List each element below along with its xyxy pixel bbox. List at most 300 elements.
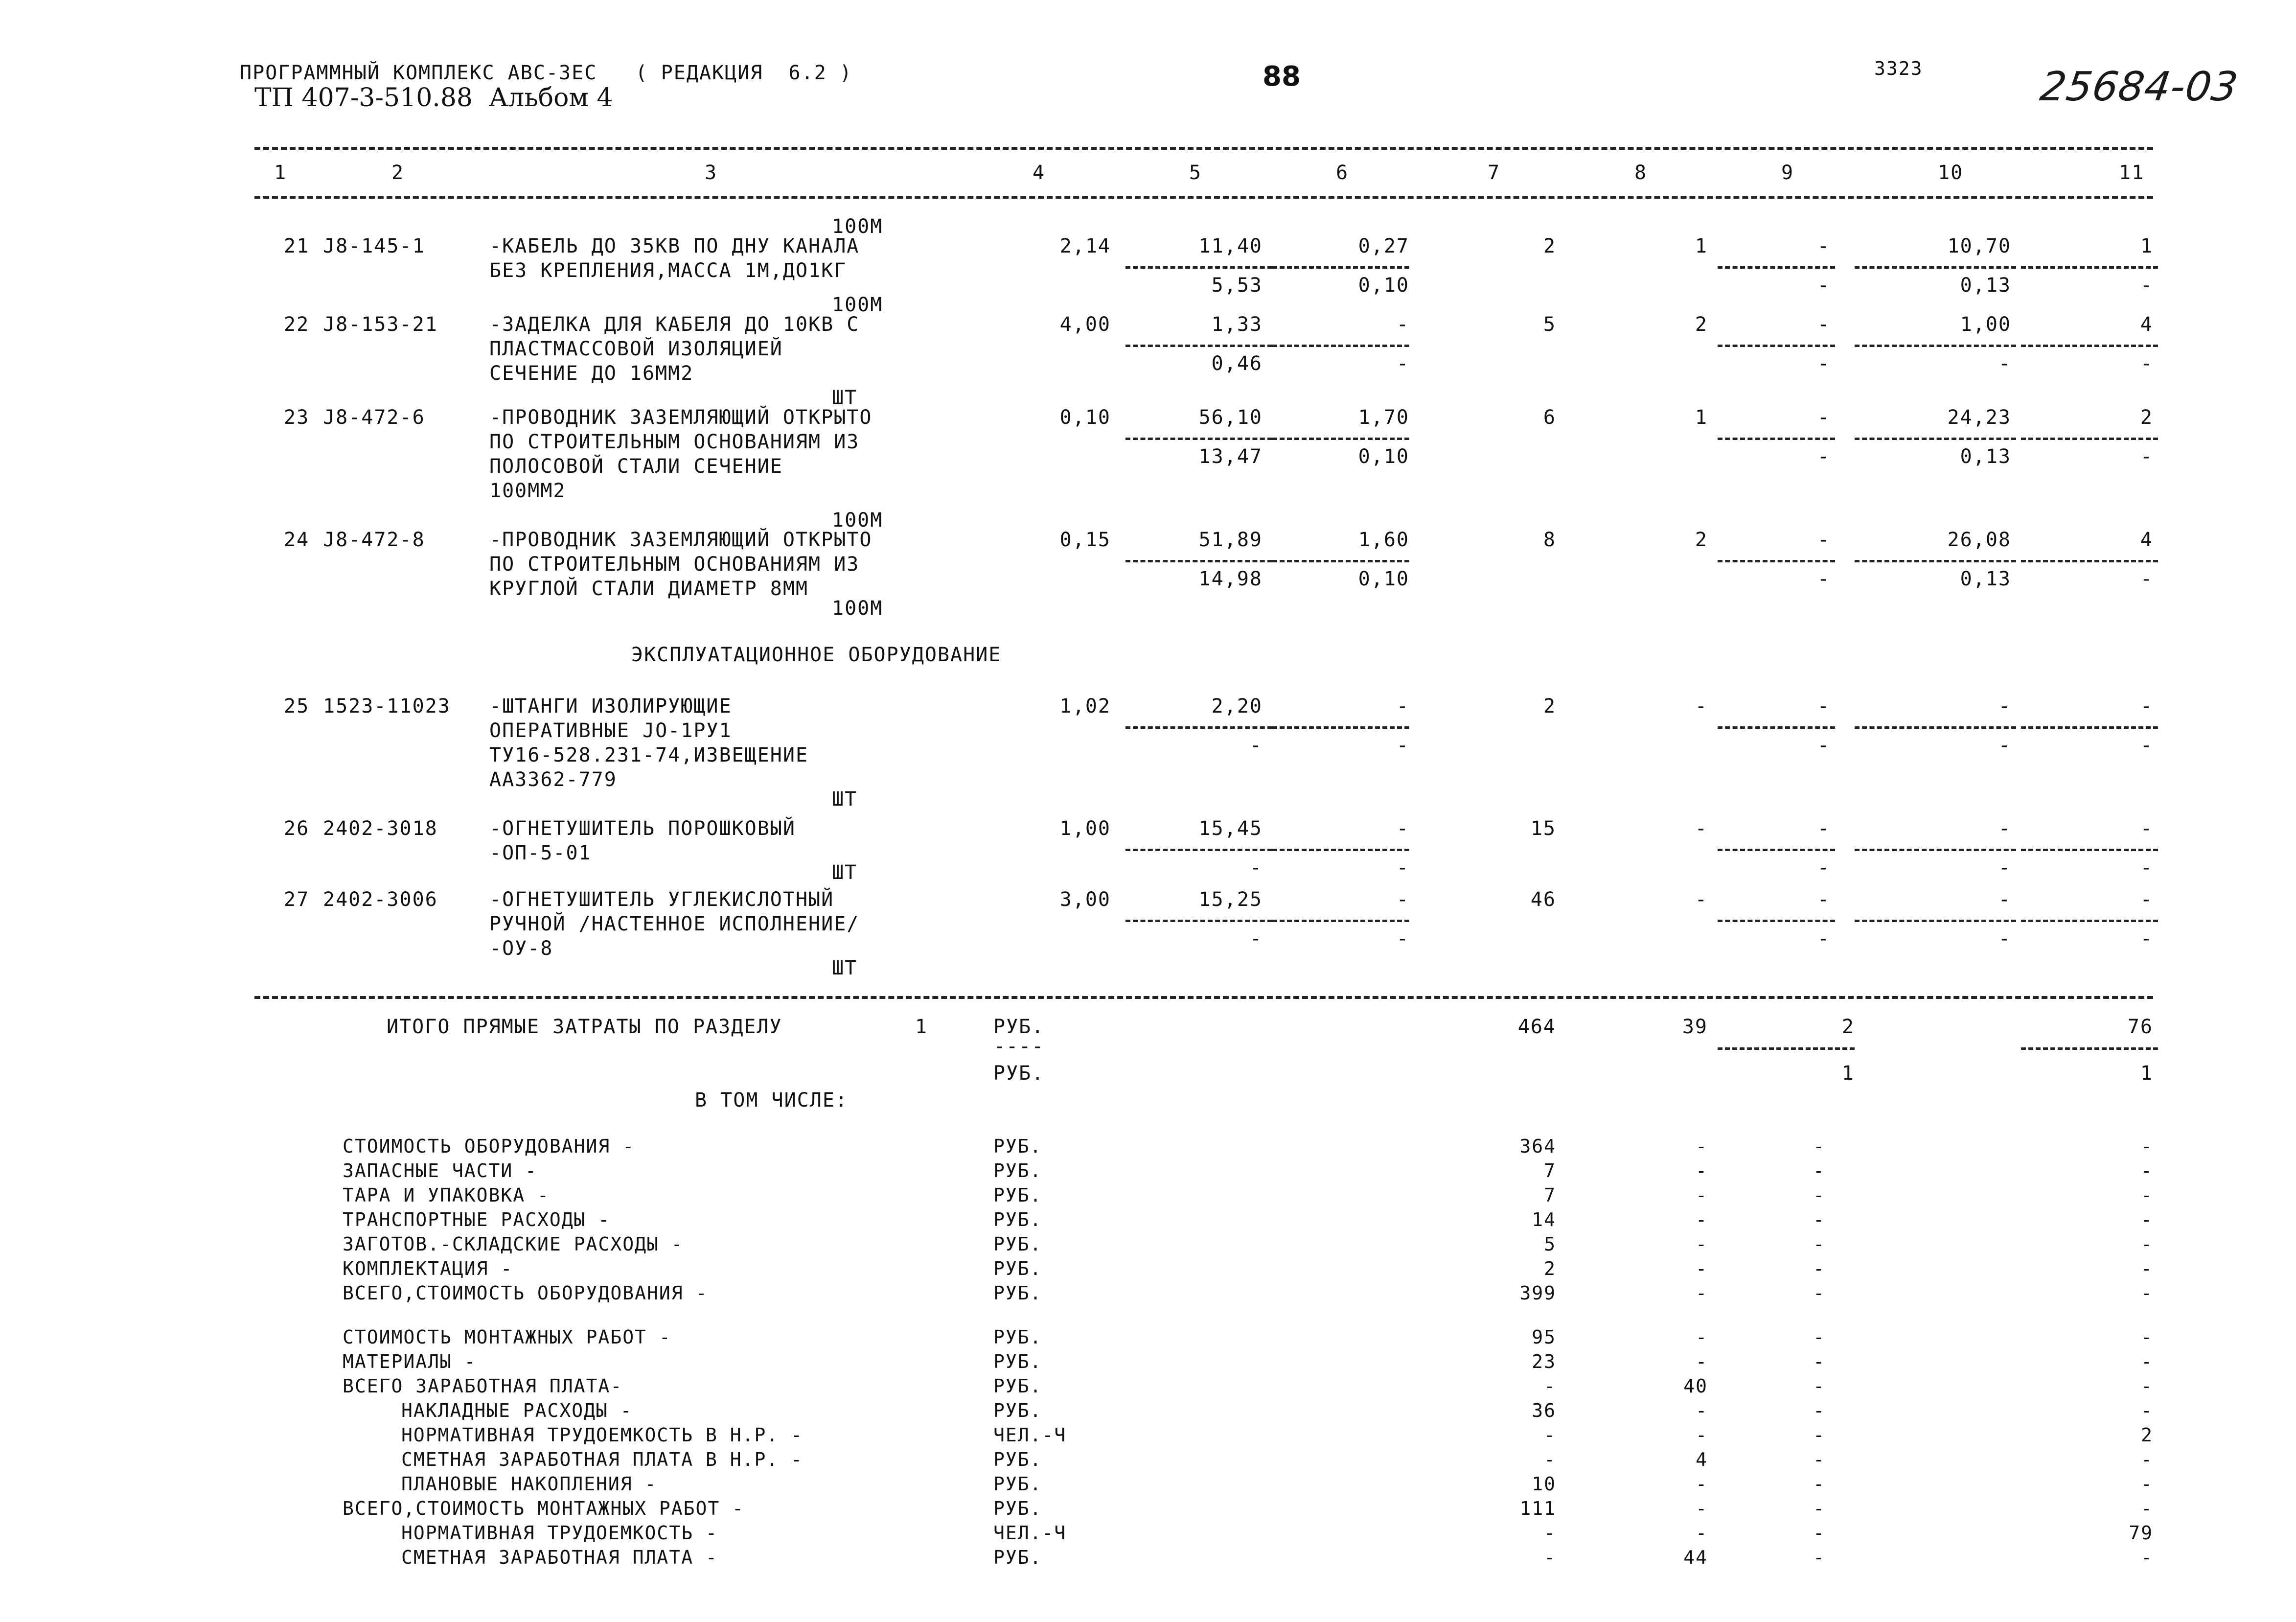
summary-col11: - bbox=[2141, 1351, 2153, 1372]
total-extra: 2 bbox=[1695, 313, 1708, 336]
description-line: -ОП-5-01 bbox=[489, 842, 592, 864]
row-number: 23 bbox=[284, 406, 310, 429]
cell-divider bbox=[2021, 266, 2158, 269]
sheet-code: 3323 bbox=[1874, 58, 1923, 79]
cell-divider bbox=[1718, 849, 1835, 851]
cell-divider bbox=[1125, 345, 1272, 347]
quantity: 3,00 bbox=[1059, 888, 1111, 911]
summary-col7: - bbox=[1544, 1375, 1556, 1397]
cell-divider bbox=[1125, 438, 1272, 440]
summary-label: СМЕТНАЯ ЗАРАБОТНАЯ ПЛАТА В Н.Р. - bbox=[401, 1449, 803, 1470]
column-number-1: 1 bbox=[274, 162, 287, 184]
total-cost: 464 bbox=[1517, 1016, 1556, 1038]
summary-col7: - bbox=[1544, 1449, 1556, 1470]
cell-divider bbox=[1272, 266, 1409, 269]
cell-divider bbox=[1855, 345, 2016, 347]
unit-cost: 11,40 bbox=[1198, 235, 1263, 257]
page-number: 88 bbox=[1263, 61, 1301, 93]
unit-cost-extra: - bbox=[1396, 313, 1409, 336]
total-col9: 2 bbox=[1841, 1016, 1855, 1038]
summary-col11: 79 bbox=[2129, 1522, 2153, 1544]
summary-col7: - bbox=[1544, 1547, 1556, 1568]
col10-value-lower: 0,13 bbox=[1960, 568, 2011, 590]
summary-col7: 364 bbox=[1519, 1135, 1556, 1157]
summary-col9: - bbox=[1813, 1209, 1825, 1230]
summary-col11: - bbox=[2141, 1184, 2153, 1206]
summary-col7: 36 bbox=[1532, 1400, 1556, 1421]
summary-col9: - bbox=[1813, 1473, 1825, 1495]
description-line: АА3362-779 bbox=[489, 768, 617, 791]
col9-value-lower: - bbox=[1817, 734, 1830, 757]
cell-divider bbox=[1125, 560, 1272, 562]
col11-value-lower: - bbox=[2140, 274, 2153, 297]
price-code: 2402-3006 bbox=[323, 888, 438, 911]
col10-value-lower: - bbox=[1998, 352, 2011, 375]
summary-col7: 399 bbox=[1519, 1282, 1556, 1304]
summary-col7: - bbox=[1544, 1522, 1556, 1544]
col9-value: - bbox=[1817, 235, 1830, 257]
col9-value: - bbox=[1817, 406, 1830, 429]
description-line: -ОГНЕТУШИТЕЛЬ ПОРОШКОВЫЙ bbox=[489, 817, 796, 840]
summary-label: НАКЛАДНЫЕ РАСХОДЫ - bbox=[401, 1400, 633, 1421]
summary-unit: РУБ. bbox=[993, 1135, 1042, 1157]
col11-value-lower: - bbox=[2140, 352, 2153, 375]
col10-value: 10,70 bbox=[1947, 235, 2011, 257]
unit-label: ШТ bbox=[832, 387, 858, 409]
cell-divider bbox=[1855, 560, 2016, 562]
summary-col11: - bbox=[2141, 1400, 2153, 1421]
col11-value: - bbox=[2140, 695, 2153, 718]
summary-unit: РУБ. bbox=[993, 1326, 1042, 1348]
summary-col11: - bbox=[2141, 1160, 2153, 1182]
description-line: -ПРОВОДНИК ЗАЗЕМЛЯЮЩИЙ ОТКРЫТО bbox=[489, 406, 872, 429]
col11-value: - bbox=[2140, 888, 2153, 911]
header-bottom-rule bbox=[254, 196, 2153, 199]
summary-col11: - bbox=[2141, 1326, 2153, 1348]
album-title: ТП 407-3-510.88 Альбом 4 bbox=[254, 83, 613, 113]
description-line: КРУГЛОЙ СТАЛИ ДИАМЕТР 8ММ bbox=[489, 578, 809, 600]
summary-unit: РУБ. bbox=[993, 1449, 1042, 1470]
total-cost: 2 bbox=[1543, 235, 1556, 257]
total-extra: - bbox=[1695, 888, 1708, 911]
row-number: 24 bbox=[284, 529, 310, 551]
cell-divider bbox=[1718, 266, 1835, 269]
description-line: -ШТАНГИ ИЗОЛИРУЮЩИЕ bbox=[489, 695, 732, 718]
col11-value-lower: - bbox=[2140, 927, 2153, 950]
unit-wage: - bbox=[1249, 927, 1263, 950]
column-number-7: 7 bbox=[1488, 162, 1501, 184]
summary-label: ВСЕГО ЗАРАБОТНАЯ ПЛАТА- bbox=[343, 1375, 623, 1397]
unit-cost-extra: 1,70 bbox=[1358, 406, 1409, 429]
summary-unit: РУБ. bbox=[993, 1351, 1042, 1372]
summary-col11: - bbox=[2141, 1209, 2153, 1230]
total-cost: 6 bbox=[1543, 406, 1556, 429]
total-cost: 2 bbox=[1543, 695, 1556, 718]
total-unit-divider: ---- bbox=[993, 1035, 1045, 1058]
row-number: 22 bbox=[284, 313, 310, 336]
total-extra: - bbox=[1695, 695, 1708, 718]
summary-label: ТРАНСПОРТНЫЕ РАСХОДЫ - bbox=[343, 1209, 611, 1230]
summary-unit: РУБ. bbox=[993, 1498, 1042, 1519]
summary-col8: - bbox=[1696, 1282, 1708, 1304]
cell-divider bbox=[1855, 920, 2016, 922]
col11-value: - bbox=[2140, 817, 2153, 840]
summary-col7: 111 bbox=[1519, 1498, 1556, 1519]
summary-col9: - bbox=[1813, 1375, 1825, 1397]
col10-value-lower: - bbox=[1998, 857, 2011, 879]
col9-value-lower: - bbox=[1817, 445, 1830, 468]
unit-cost-extra: 1,60 bbox=[1358, 529, 1409, 551]
unit-cost: 15,45 bbox=[1198, 817, 1263, 840]
unit-label: 100М bbox=[832, 597, 883, 620]
unit-wage: - bbox=[1249, 857, 1263, 879]
unit-wage-extra: - bbox=[1396, 857, 1409, 879]
summary-col7: 95 bbox=[1532, 1326, 1556, 1348]
summary-label: НОРМАТИВНАЯ ТРУДОЕМКОСТЬ В Н.Р. - bbox=[401, 1424, 803, 1446]
summary-col9: - bbox=[1813, 1184, 1825, 1206]
summary-col9: - bbox=[1813, 1258, 1825, 1279]
summary-unit: РУБ. bbox=[993, 1400, 1042, 1421]
summary-unit: ЧЕЛ.-Ч bbox=[993, 1522, 1067, 1544]
description-line: ПОЛОСОВОЙ СТАЛИ СЕЧЕНИЕ bbox=[489, 455, 783, 478]
unit-wage-extra: 0,10 bbox=[1358, 274, 1409, 297]
quantity: 1,00 bbox=[1059, 817, 1111, 840]
total-extra: 39 bbox=[1682, 1016, 1708, 1038]
row-number: 26 bbox=[284, 817, 310, 840]
col11-value: 4 bbox=[2140, 529, 2153, 551]
summary-label: НОРМАТИВНАЯ ТРУДОЕМКОСТЬ - bbox=[401, 1522, 718, 1544]
summary-col11: - bbox=[2141, 1547, 2153, 1568]
cell-divider bbox=[2021, 438, 2158, 440]
col9-value-lower: - bbox=[1817, 857, 1830, 879]
unit-cost: 15,25 bbox=[1198, 888, 1263, 911]
cell-divider bbox=[1125, 726, 1272, 729]
col10-value-lower: - bbox=[1998, 734, 2011, 757]
column-number-8: 8 bbox=[1634, 162, 1648, 184]
summary-col8: - bbox=[1696, 1473, 1708, 1495]
summary-col7: - bbox=[1544, 1424, 1556, 1446]
summary-col7: 7 bbox=[1544, 1184, 1556, 1206]
summary-col9: - bbox=[1813, 1233, 1825, 1255]
price-code: Ј8-472-6 bbox=[323, 406, 425, 429]
cell-divider bbox=[1272, 920, 1409, 922]
summary-col11: - bbox=[2141, 1473, 2153, 1495]
column-number-4: 4 bbox=[1033, 162, 1046, 184]
summary-unit: РУБ. bbox=[993, 1184, 1042, 1206]
unit-wage: 0,46 bbox=[1211, 352, 1263, 375]
summary-col8: - bbox=[1696, 1160, 1708, 1182]
description-line: РУЧНОЙ /НАСТЕННОЕ ИСПОЛНЕНИЕ/ bbox=[489, 913, 860, 935]
summary-col9: - bbox=[1813, 1160, 1825, 1182]
unit-cost: 56,10 bbox=[1198, 406, 1263, 429]
price-code: Ј8-153-21 bbox=[323, 313, 438, 336]
total-unit: РУБ. bbox=[993, 1062, 1045, 1085]
summary-col11: 2 bbox=[2141, 1424, 2153, 1446]
summary-col9: - bbox=[1813, 1135, 1825, 1157]
summary-col11: - bbox=[2141, 1375, 2153, 1397]
unit-wage-extra: - bbox=[1396, 927, 1409, 950]
total-extra: 2 bbox=[1695, 529, 1708, 551]
cell-divider bbox=[1272, 849, 1409, 851]
row-number: 25 bbox=[284, 695, 310, 718]
col11-value-lower: - bbox=[2140, 734, 2153, 757]
description-line: -ОГНЕТУШИТЕЛЬ УГЛЕКИСЛОТНЫЙ bbox=[489, 888, 834, 911]
column-number-11: 11 bbox=[2119, 162, 2145, 184]
row-number: 27 bbox=[284, 888, 310, 911]
unit-label: ШТ bbox=[832, 861, 858, 884]
summary-unit: РУБ. bbox=[993, 1233, 1042, 1255]
col10-value-lower: 0,13 bbox=[1960, 274, 2011, 297]
summary-label: ВСЕГО,СТОИМОСТЬ ОБОРУДОВАНИЯ - bbox=[343, 1282, 708, 1304]
price-code: Ј8-145-1 bbox=[323, 235, 425, 257]
total-col9-lower: 1 bbox=[1841, 1062, 1855, 1085]
summary-unit: ЧЕЛ.-Ч bbox=[993, 1424, 1067, 1446]
description-line: -ЗАДЕЛКА ДЛЯ КАБЕЛЯ ДО 10КВ С bbox=[489, 313, 860, 336]
summary-col7: 7 bbox=[1544, 1160, 1556, 1182]
description-line: ПО СТРОИТЕЛЬНЫМ ОСНОВАНИЯМ ИЗ bbox=[489, 431, 860, 453]
description-line: -ОУ-8 bbox=[489, 937, 553, 960]
totals-rule bbox=[254, 996, 2153, 999]
summary-col11: - bbox=[2141, 1498, 2153, 1519]
total-label: ИТОГО ПРЯМЫЕ ЗАТРАТЫ ПО РАЗДЕЛУ bbox=[387, 1016, 782, 1038]
total-cost: 46 bbox=[1530, 888, 1556, 911]
cell-divider bbox=[2021, 726, 2158, 729]
summary-col7: 10 bbox=[1532, 1473, 1556, 1495]
unit-wage: 14,98 bbox=[1198, 568, 1263, 590]
col9-value: - bbox=[1817, 888, 1830, 911]
summary-unit: РУБ. bbox=[993, 1375, 1042, 1397]
summary-label: СТОИМОСТЬ МОНТАЖНЫХ РАБОТ - bbox=[343, 1326, 671, 1348]
summary-col8: - bbox=[1696, 1233, 1708, 1255]
summary-col9: - bbox=[1813, 1351, 1825, 1372]
cell-divider bbox=[2021, 920, 2158, 922]
description-line: ПЛАСТМАССОВОЙ ИЗОЛЯЦИЕЙ bbox=[489, 338, 783, 360]
price-code: Ј8-472-8 bbox=[323, 529, 425, 551]
cell-divider bbox=[1855, 438, 2016, 440]
total-col11: 76 bbox=[2127, 1016, 2153, 1038]
summary-col9: - bbox=[1813, 1400, 1825, 1421]
column-number-3: 3 bbox=[705, 162, 718, 184]
description-line: 100ММ2 bbox=[489, 480, 566, 502]
cell-divider bbox=[1125, 266, 1272, 269]
including-label: В ТОМ ЧИСЛЕ: bbox=[695, 1089, 848, 1112]
unit-cost-extra: - bbox=[1396, 888, 1409, 911]
col11-value: 4 bbox=[2140, 313, 2153, 336]
total-extra: - bbox=[1695, 817, 1708, 840]
col11-value-lower: - bbox=[2140, 857, 2153, 879]
summary-unit: РУБ. bbox=[993, 1473, 1042, 1495]
col10-value: - bbox=[1998, 695, 2011, 718]
summary-label: ЗАПАСНЫЕ ЧАСТИ - bbox=[343, 1160, 538, 1182]
row-number: 21 bbox=[284, 235, 310, 257]
quantity: 1,02 bbox=[1059, 695, 1111, 718]
unit-label: 100М bbox=[832, 294, 883, 316]
summary-col8: - bbox=[1696, 1400, 1708, 1421]
total-cost: 5 bbox=[1543, 313, 1556, 336]
cell-divider bbox=[2021, 345, 2158, 347]
unit-label: ШТ bbox=[832, 957, 858, 979]
unit-wage-extra: 0,10 bbox=[1358, 445, 1409, 468]
unit-wage-extra: - bbox=[1396, 734, 1409, 757]
unit-wage: 5,53 bbox=[1211, 274, 1263, 297]
total-col11-lower: 1 bbox=[2140, 1062, 2153, 1085]
total-extra: 1 bbox=[1695, 406, 1708, 429]
summary-unit: РУБ. bbox=[993, 1258, 1042, 1279]
cell-divider bbox=[1272, 345, 1409, 347]
unit-wage: - bbox=[1249, 734, 1263, 757]
summary-unit: РУБ. bbox=[993, 1282, 1042, 1304]
unit-cost: 2,20 bbox=[1211, 695, 1263, 718]
unit-cost-extra: - bbox=[1396, 695, 1409, 718]
col11-value: 2 bbox=[2140, 406, 2153, 429]
cell-divider bbox=[1125, 920, 1272, 922]
summary-label: МАТЕРИАЛЫ - bbox=[343, 1351, 477, 1372]
summary-col7: 23 bbox=[1532, 1351, 1556, 1372]
summary-col9: - bbox=[1813, 1449, 1825, 1470]
description-line: БЕЗ КРЕПЛЕНИЯ,МАССА 1М,ДО1КГ bbox=[489, 259, 847, 282]
summary-col7: 5 bbox=[1544, 1233, 1556, 1255]
cell-divider bbox=[1125, 849, 1272, 851]
summary-col9: - bbox=[1813, 1522, 1825, 1544]
col10-value: 26,08 bbox=[1947, 529, 2011, 551]
cell-divider bbox=[2021, 849, 2158, 851]
total-section-number: 1 bbox=[915, 1016, 928, 1038]
description-line: СЕЧЕНИЕ ДО 16ММ2 bbox=[489, 362, 694, 385]
section-title: ЭКСПЛУАТАЦИОННОЕ ОБОРУДОВАНИЕ bbox=[631, 644, 1002, 666]
col9-value-lower: - bbox=[1817, 352, 1830, 375]
summary-col8: - bbox=[1696, 1498, 1708, 1519]
cell-divider bbox=[1718, 726, 1835, 729]
total-extra: 1 bbox=[1695, 235, 1708, 257]
quantity: 0,15 bbox=[1059, 529, 1111, 551]
col9-value-lower: - bbox=[1817, 927, 1830, 950]
col9-value: - bbox=[1817, 529, 1830, 551]
summary-col8: - bbox=[1696, 1184, 1708, 1206]
col11-value-lower: - bbox=[2140, 568, 2153, 590]
summary-col11: - bbox=[2141, 1135, 2153, 1157]
cell-divider bbox=[2021, 560, 2158, 562]
summary-col9: - bbox=[1813, 1547, 1825, 1568]
cell-divider bbox=[2021, 1047, 2158, 1050]
summary-col8: 40 bbox=[1683, 1375, 1708, 1397]
summary-col9: - bbox=[1813, 1498, 1825, 1519]
summary-col8: 44 bbox=[1683, 1547, 1708, 1568]
column-number-6: 6 bbox=[1336, 162, 1349, 184]
cell-divider bbox=[1272, 438, 1409, 440]
summary-col7: 2 bbox=[1544, 1258, 1556, 1279]
col9-value-lower: - bbox=[1817, 568, 1830, 590]
col10-value: 1,00 bbox=[1960, 313, 2011, 336]
summary-label: ПЛАНОВЫЕ НАКОПЛЕНИЯ - bbox=[401, 1473, 657, 1495]
summary-col8: - bbox=[1696, 1209, 1708, 1230]
unit-label: 100М bbox=[832, 215, 883, 238]
program-title: ПРОГРАММНЫЙ КОМПЛЕКС АВС-3ЕС ( РЕДАКЦИЯ 6.2 ) bbox=[240, 62, 852, 84]
col9-value-lower: - bbox=[1817, 274, 1830, 297]
col10-value: 24,23 bbox=[1947, 406, 2011, 429]
cell-divider bbox=[1855, 849, 2016, 851]
description-line: ОПЕРАТИВНЫЕ ЈО-1РУ1 bbox=[489, 719, 732, 742]
col9-value: - bbox=[1817, 313, 1830, 336]
summary-col11: - bbox=[2141, 1258, 2153, 1279]
unit-label: ШТ bbox=[832, 788, 858, 811]
summary-col8: - bbox=[1696, 1351, 1708, 1372]
price-code: 1523-11023 bbox=[323, 695, 451, 718]
summary-unit: РУБ. bbox=[993, 1547, 1042, 1568]
cell-divider bbox=[1718, 560, 1835, 562]
cell-divider bbox=[1272, 560, 1409, 562]
col10-value: - bbox=[1998, 817, 2011, 840]
total-unit: РУБ. bbox=[993, 1016, 1045, 1038]
col11-value-lower: - bbox=[2140, 445, 2153, 468]
col10-value-lower: 0,13 bbox=[1960, 445, 2011, 468]
col10-value-lower: - bbox=[1998, 927, 2011, 950]
summary-col9: - bbox=[1813, 1326, 1825, 1348]
summary-label: ЗАГОТОВ.-СКЛАДСКИЕ РАСХОДЫ - bbox=[343, 1233, 684, 1255]
unit-cost: 1,33 bbox=[1211, 313, 1263, 336]
col11-value: 1 bbox=[2140, 235, 2153, 257]
summary-col8: 4 bbox=[1696, 1449, 1708, 1470]
summary-unit: РУБ. bbox=[993, 1209, 1042, 1230]
cell-divider bbox=[1272, 726, 1409, 729]
column-number-9: 9 bbox=[1781, 162, 1794, 184]
summary-label: КОМПЛЕКТАЦИЯ - bbox=[343, 1258, 513, 1279]
quantity: 4,00 bbox=[1059, 313, 1111, 336]
unit-cost: 51,89 bbox=[1198, 529, 1263, 551]
summary-col7: 14 bbox=[1532, 1209, 1556, 1230]
summary-col8: - bbox=[1696, 1135, 1708, 1157]
summary-col8: - bbox=[1696, 1522, 1708, 1544]
cell-divider bbox=[1718, 920, 1835, 922]
col9-value: - bbox=[1817, 817, 1830, 840]
total-cost: 8 bbox=[1543, 529, 1556, 551]
header-top-rule bbox=[254, 147, 2153, 150]
summary-col9: - bbox=[1813, 1424, 1825, 1446]
cell-divider bbox=[1718, 1047, 1855, 1050]
summary-col11: - bbox=[2141, 1233, 2153, 1255]
summary-unit: РУБ. bbox=[993, 1160, 1042, 1182]
cell-divider bbox=[1855, 266, 2016, 269]
summary-label: СТОИМОСТЬ ОБОРУДОВАНИЯ - bbox=[343, 1135, 635, 1157]
document-number: 25684-03 bbox=[2037, 64, 2241, 110]
col9-value: - bbox=[1817, 695, 1830, 718]
summary-label: СМЕТНАЯ ЗАРАБОТНАЯ ПЛАТА - bbox=[401, 1547, 718, 1568]
unit-wage: 13,47 bbox=[1198, 445, 1263, 468]
summary-label: ВСЕГО,СТОИМОСТЬ МОНТАЖНЫХ РАБОТ - bbox=[343, 1498, 744, 1519]
column-number-2: 2 bbox=[391, 162, 405, 184]
description-line: ТУ16-528.231-74,ИЗВЕЩЕНИЕ bbox=[489, 744, 809, 766]
quantity: 0,10 bbox=[1059, 406, 1111, 429]
summary-col8: - bbox=[1696, 1258, 1708, 1279]
cell-divider bbox=[1718, 345, 1835, 347]
description-line: -КАБЕЛЬ ДО 35КВ ПО ДНУ КАНАЛА bbox=[489, 235, 860, 257]
total-cost: 15 bbox=[1530, 817, 1556, 840]
unit-label: 100М bbox=[832, 509, 883, 532]
quantity: 2,14 bbox=[1059, 235, 1111, 257]
column-number-10: 10 bbox=[1938, 162, 1964, 184]
unit-cost-extra: 0,27 bbox=[1358, 235, 1409, 257]
summary-label: ТАРА И УПАКОВКА - bbox=[343, 1184, 550, 1206]
description-line: ПО СТРОИТЕЛЬНЫМ ОСНОВАНИЯМ ИЗ bbox=[489, 553, 860, 576]
summary-col11: - bbox=[2141, 1449, 2153, 1470]
unit-cost-extra: - bbox=[1396, 817, 1409, 840]
cell-divider bbox=[1855, 726, 2016, 729]
unit-wage-extra: 0,10 bbox=[1358, 568, 1409, 590]
summary-col11: - bbox=[2141, 1282, 2153, 1304]
unit-wage-extra: - bbox=[1396, 352, 1409, 375]
summary-col8: - bbox=[1696, 1326, 1708, 1348]
summary-col9: - bbox=[1813, 1282, 1825, 1304]
column-number-5: 5 bbox=[1189, 162, 1202, 184]
